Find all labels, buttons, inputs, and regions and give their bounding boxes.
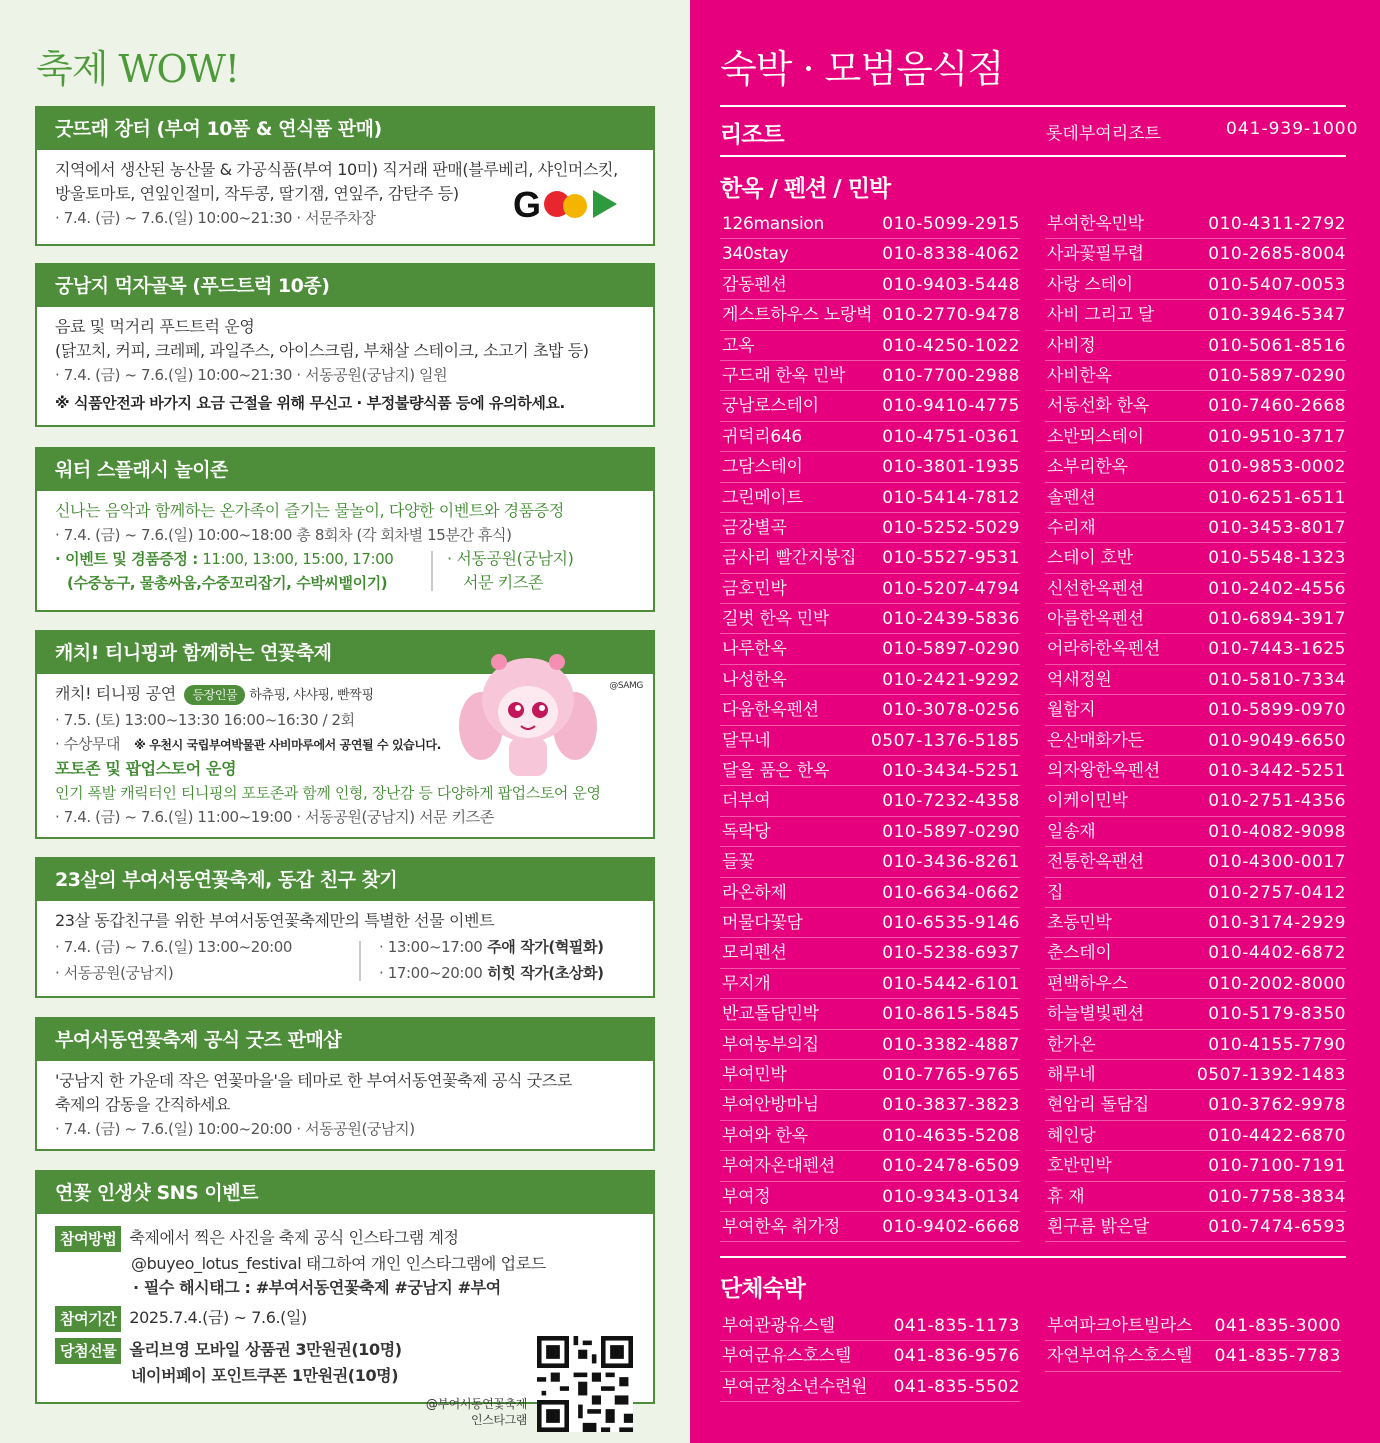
- place-line: · 서동공원(궁남지): [447, 549, 574, 568]
- listing-name: 편백하우스: [1047, 973, 1128, 994]
- listing-name: 솔펜션: [1047, 487, 1096, 508]
- listing-name: 해무네: [1047, 1064, 1096, 1085]
- listing-row: [1045, 483, 1346, 513]
- listing-name: 수리재: [1047, 517, 1096, 538]
- listing-row: [720, 1030, 1020, 1060]
- listing-phone[interactable]: 010-5407-0053: [1208, 274, 1346, 295]
- listing-name: 고옥: [722, 335, 755, 356]
- listing-name: 달무네: [722, 730, 771, 751]
- listing-row: [720, 817, 1020, 847]
- resort-name: 롯데부여리조트: [1046, 124, 1161, 144]
- listing-name: 더부여: [722, 791, 771, 812]
- listing-phone[interactable]: 010-2439-5836: [882, 609, 1020, 630]
- listing-name: 부여안방마님: [722, 1095, 819, 1116]
- listing-row: [1045, 239, 1346, 269]
- listing-phone[interactable]: 010-9402-6668: [882, 1216, 1020, 1237]
- listing-name: 그린메이트: [722, 487, 803, 508]
- listing-phone[interactable]: 010-5061-8516: [1208, 335, 1346, 356]
- card-meta: · 7.4. (금) ~ 7.6.(일) 13:00~20:00: [55, 938, 293, 956]
- listing-name: 월함지: [1047, 700, 1096, 721]
- listing-phone[interactable]: 010-6634-0662: [882, 882, 1020, 903]
- resort-phone: 041-939-1000: [1226, 119, 1359, 139]
- photo-desc: 인기 폭발 캐릭터인 티니핑의 포토존과 함께 인형, 장난감 등 다양하게 팝업스토어 운영: [55, 784, 601, 802]
- listing-phone[interactable]: 010-3174-2929: [1208, 912, 1346, 933]
- listing-row: [720, 878, 1020, 908]
- listing-phone[interactable]: 010-7100-7191: [1208, 1156, 1346, 1177]
- listing-name: 부여와 한옥: [722, 1125, 808, 1146]
- listing-phone[interactable]: 010-3801-1935: [882, 457, 1020, 478]
- listing-phone[interactable]: 010-5548-1323: [1208, 548, 1346, 569]
- listing-phone[interactable]: 010-7474-6593: [1208, 1216, 1346, 1237]
- card-line: '궁남지 한 가운데 작은 연꽃마을'을 테마로 한 부여서동연꽃축제 공식 굿즈로: [55, 1071, 572, 1090]
- listing-phone[interactable]: 010-3762-9978: [1208, 1095, 1346, 1116]
- listing-name: 부여한옥민박: [1047, 214, 1144, 234]
- teenieping-mascot-icon: [453, 638, 603, 788]
- listing-row: [720, 574, 1020, 604]
- listing-row: [1045, 695, 1346, 725]
- listing-row: [1045, 817, 1346, 847]
- card-line: 방울토마토, 연잎인절미, 작두콩, 딸기잼, 연잎주, 감탄주 등): [55, 184, 459, 203]
- card-line: 음료 및 먹거리 푸드트럭 운영: [55, 317, 255, 336]
- listing-name: 이케이민박: [1047, 791, 1128, 812]
- place-line: 서문 키즈존: [463, 573, 543, 592]
- listing-phone[interactable]: 010-5414-7812: [882, 487, 1020, 508]
- listing-phone[interactable]: 010-2402-4556: [1208, 578, 1346, 599]
- listing-row: [720, 391, 1020, 421]
- listing-row: [1045, 361, 1346, 391]
- listing-name: 아름한옥펜션: [1047, 609, 1144, 630]
- listing-name: 호반민박: [1047, 1156, 1112, 1177]
- listing-name: 한가온: [1047, 1034, 1096, 1055]
- listing-name: 머물다꽃담: [722, 912, 803, 933]
- listing-row: [720, 1311, 1020, 1341]
- listing-name: 부여파크아트빌라스: [1047, 1316, 1193, 1336]
- card-goods: [35, 1017, 655, 1151]
- listing-name: 소반뫼스테이: [1047, 426, 1144, 447]
- listing-row: [720, 1060, 1020, 1090]
- event-label: · 이벤트 및 경품증정 :: [55, 550, 198, 568]
- listing-phone[interactable]: 010-4250-1022: [882, 335, 1020, 356]
- listing-phone[interactable]: 0507-1392-1483: [1196, 1064, 1346, 1085]
- schedule-time: · 17:00~20:00: [379, 964, 483, 982]
- tag-period: 참여기간: [55, 1306, 121, 1332]
- listing-name: 금호민박: [722, 578, 787, 599]
- listing-row: [1045, 1212, 1346, 1242]
- listing-phone[interactable]: 010-6535-9146: [882, 912, 1020, 933]
- listing-row: [720, 847, 1020, 877]
- listing-row: [1045, 908, 1346, 938]
- listing-row: [1045, 1341, 1341, 1371]
- hanok-list-right: [1045, 209, 1346, 1242]
- listing-phone[interactable]: 010-5897-0290: [1208, 365, 1346, 386]
- listing-row: [720, 665, 1020, 695]
- card-title: 부여서동연꽃축제 공식 굿즈 판매샵: [37, 1019, 653, 1061]
- listing-phone[interactable]: 041-835-5502: [893, 1376, 1020, 1397]
- group-list-right: [1045, 1311, 1341, 1372]
- listing-name: 길벗 한옥 민박: [722, 609, 829, 630]
- card-line: 23살 동갑친구를 위한 부여서동연꽃축제만의 특별한 선물 이벤트: [55, 911, 495, 930]
- listing-phone[interactable]: 010-5527-9531: [882, 548, 1020, 569]
- listing-phone[interactable]: 010-2685-8004: [1208, 244, 1346, 265]
- prize-text: 올리브영 모바일 상품권 3만원권(10명): [129, 1340, 402, 1359]
- listing-row: [1045, 665, 1346, 695]
- cast-names: 하츄핑, 샤샤핑, 빤짝핑: [249, 688, 374, 703]
- listing-row: [1045, 726, 1346, 756]
- listing-phone[interactable]: 010-4311-2792: [1208, 214, 1346, 234]
- listing-name: 서동선화 한옥: [1047, 396, 1149, 417]
- listing-phone[interactable]: 010-3946-5347: [1208, 305, 1346, 326]
- listing-row: [720, 300, 1020, 330]
- schedule-artist: 주애 작가(혁필화): [482, 938, 604, 956]
- listing-row: [720, 513, 1020, 543]
- card-line: (닭꼬치, 커피, 크레페, 과일주스, 아이스크림, 부채살 스테이크, 소고기 초밥 등): [55, 341, 589, 360]
- listing-row: [1045, 209, 1346, 239]
- listing-name: 하늘별빛펜션: [1047, 1004, 1144, 1025]
- listing-phone[interactable]: 010-2751-4356: [1208, 791, 1346, 812]
- listing-row: [1045, 1182, 1346, 1212]
- card-teenieping: [35, 630, 655, 839]
- listing-phone[interactable]: 010-8338-4062: [882, 244, 1020, 265]
- listing-name: 금사리 빨간지붕집: [722, 548, 857, 569]
- listing-name: 반교돌담민박: [722, 1004, 819, 1025]
- listing-row: [720, 786, 1020, 816]
- how-text: @buyeo_lotus_festival 태그하여 개인 인스타그램에 업로드: [131, 1254, 546, 1273]
- card-friend: [35, 857, 655, 998]
- listing-row: [1045, 634, 1346, 664]
- listing-phone[interactable]: 010-8615-5845: [882, 1004, 1020, 1025]
- listing-row: [1045, 574, 1346, 604]
- card-line: 축제의 감동을 간직하세요: [55, 1095, 230, 1114]
- event-times: 11:00, 13:00, 15:00, 17:00: [197, 550, 394, 568]
- card-sns: [35, 1170, 655, 1427]
- card-meta: · 7.4. (금) ~ 7.6.(일) 10:00~21:30 · 서문주차장: [55, 209, 376, 227]
- card-title: 연꽃 인생샷 SNS 이벤트: [37, 1172, 653, 1214]
- insta-label: 인스타그램: [471, 1413, 527, 1427]
- listing-row: [720, 239, 1020, 269]
- listing-phone[interactable]: 041-835-7783: [1214, 1346, 1341, 1367]
- listing-phone[interactable]: 041-836-9576: [893, 1346, 1020, 1367]
- listing-name: 독락당: [722, 821, 771, 842]
- copyright-text: @SAMG: [609, 681, 643, 691]
- listing-name: 126mansion: [722, 214, 824, 234]
- tag-prize: 당첨선물: [55, 1338, 121, 1364]
- listing-phone[interactable]: 0507-1376-5185: [870, 730, 1020, 751]
- listing-name: 궁남로스테이: [722, 396, 819, 417]
- card-meta: · 7.4. (금) ~ 7.6.(일) 11:00~19:00 · 서동공원(궁남지) 서문 키즈존: [55, 808, 494, 826]
- listing-row: [720, 726, 1020, 756]
- listing-name: 은산매화가든: [1047, 730, 1144, 751]
- listing-phone[interactable]: 010-7758-3834: [1208, 1186, 1346, 1207]
- listing-name: 부여한옥 취가정: [722, 1216, 840, 1237]
- listing-phone[interactable]: 010-2770-9478: [882, 305, 1020, 326]
- listing-row: [720, 1121, 1020, 1151]
- listing-name: 사랑 스테이: [1047, 274, 1133, 295]
- listing-phone[interactable]: 010-2757-0412: [1208, 882, 1346, 903]
- listing-name: 나루한옥: [722, 639, 787, 660]
- listing-phone[interactable]: 010-9510-3717: [1208, 426, 1346, 447]
- listing-row: [720, 908, 1020, 938]
- group-list-left: [720, 1311, 1020, 1402]
- listing-phone[interactable]: 010-7443-1625: [1208, 639, 1346, 660]
- listing-name: 전통한옥팬션: [1047, 852, 1144, 873]
- listing-phone[interactable]: 010-7232-4358: [882, 791, 1020, 812]
- listing-name: 소부리한옥: [1047, 457, 1128, 478]
- listing-row: [1045, 756, 1346, 786]
- listing-phone[interactable]: 010-2421-9292: [882, 669, 1020, 690]
- listing-phone[interactable]: 010-7460-2668: [1208, 396, 1346, 417]
- card-title: 굿뜨래 장터 (부여 10품 & 연식품 판매): [37, 108, 653, 150]
- listing-name: 사비한옥: [1047, 365, 1112, 386]
- perf-label: 캐치! 티니핑 공연: [55, 684, 176, 703]
- listing-phone[interactable]: 010-6251-6511: [1208, 487, 1346, 508]
- listing-phone[interactable]: 010-9343-0134: [882, 1186, 1020, 1207]
- prize-text: 네이버페이 포인트쿠폰 1만원권(10명): [131, 1366, 399, 1385]
- listing-name: 춘스테이: [1047, 943, 1112, 964]
- hanok-list-left: [720, 209, 1020, 1242]
- listing-name: 부여농부의집: [722, 1034, 819, 1055]
- good-logo-icon: [513, 184, 623, 224]
- qr-code-icon[interactable]: [537, 1336, 633, 1432]
- listing-phone[interactable]: 010-7700-2988: [882, 365, 1020, 386]
- listing-phone[interactable]: 010-5252-5029: [882, 517, 1020, 538]
- listing-name: 부여군청소년수련원: [722, 1376, 868, 1397]
- listing-phone[interactable]: 010-4635-5208: [882, 1125, 1020, 1146]
- listing-row: [1045, 1311, 1341, 1341]
- listing-row: [720, 1212, 1020, 1242]
- listing-phone[interactable]: 010-5207-4794: [882, 578, 1020, 599]
- listing-name: 어라하한옥펜션: [1047, 639, 1160, 660]
- card-title: 23살의 부여서동연꽃축제, 동갑 친구 찾기: [37, 859, 653, 901]
- listing-phone[interactable]: 010-9403-5448: [882, 274, 1020, 295]
- listing-name: 부여관광유스텔: [722, 1316, 835, 1336]
- lodging-panel: [690, 0, 1380, 1443]
- listing-row: [720, 938, 1020, 968]
- listing-name: 들꽃: [722, 852, 755, 873]
- listing-phone[interactable]: 010-4300-0017: [1208, 852, 1346, 873]
- listing-row: [1045, 1090, 1346, 1120]
- listing-row: [1045, 786, 1346, 816]
- card-note: ※ 식품안전과 바가지 요금 근절을 위해 무신고 · 부정불량식품 등에 유의하세요.: [55, 394, 565, 412]
- listing-row: [1045, 300, 1346, 330]
- card-water: [35, 447, 655, 612]
- lodging-title: 숙박 · 모범음식점: [720, 47, 1004, 91]
- listing-row: [720, 1182, 1020, 1212]
- listing-phone[interactable]: 010-4751-0361: [882, 426, 1020, 447]
- listing-phone[interactable]: 010-3442-5251: [1208, 761, 1346, 782]
- listing-row: [720, 1090, 1020, 1120]
- card-meta: · 7.4. (금) ~ 7.6.(일) 10:00~21:30 · 서동공원(궁남지) 일원: [55, 366, 448, 384]
- listing-row: [720, 1372, 1020, 1402]
- listing-row: [1045, 452, 1346, 482]
- listing-row: [720, 756, 1020, 786]
- listing-phone[interactable]: 010-4082-9098: [1208, 821, 1346, 842]
- card-market: [35, 106, 655, 246]
- listing-name: 귀덕리646: [722, 426, 802, 447]
- listing-phone[interactable]: 041-835-3000: [1214, 1316, 1341, 1336]
- listing-name: 사비 그리고 달: [1047, 305, 1154, 326]
- listing-phone[interactable]: 010-2478-6509: [882, 1156, 1020, 1177]
- listing-row: [720, 543, 1020, 573]
- listing-row: [720, 1151, 1020, 1181]
- listing-name: 금강별곡: [722, 517, 787, 538]
- listing-name: 사과꽃필무렵: [1047, 244, 1144, 265]
- cast-pill: 등장인물: [184, 685, 245, 705]
- listing-name: 그담스테이: [722, 457, 803, 478]
- listing-name: 일송재: [1047, 821, 1096, 842]
- listing-row: [720, 1341, 1020, 1371]
- listing-name: 부여정: [722, 1186, 771, 1207]
- listing-name: 사비정: [1047, 335, 1096, 356]
- listing-phone[interactable]: 010-5897-0290: [882, 639, 1020, 660]
- listing-phone[interactable]: 010-5810-7334: [1208, 669, 1346, 690]
- listing-phone[interactable]: 010-6894-3917: [1208, 609, 1346, 630]
- listing-phone[interactable]: 010-3078-0256: [882, 700, 1020, 721]
- schedule-time: · 13:00~17:00: [379, 938, 483, 956]
- listing-row: [1045, 1151, 1346, 1181]
- listing-row: [720, 452, 1020, 482]
- listing-name: 혜인당: [1047, 1125, 1096, 1146]
- listing-phone[interactable]: 010-5179-8350: [1208, 1004, 1346, 1025]
- card-food: [35, 263, 655, 427]
- listing-row: [1045, 513, 1346, 543]
- listing-name: 초동민박: [1047, 912, 1112, 933]
- listing-name: 현암리 돌담집: [1047, 1095, 1149, 1116]
- listing-name: 자연부여유스호스텔: [1047, 1346, 1193, 1367]
- listing-phone[interactable]: 010-3453-8017: [1208, 517, 1346, 538]
- card-meta: · 7.4. (금) ~ 7.6.(일) 10:00~20:00 · 서동공원(궁남지): [55, 1120, 415, 1138]
- listing-phone[interactable]: 010-4422-6870: [1208, 1125, 1346, 1146]
- hashtag-text: · 필수 해시태그 : #부여서동연꽃축제 #궁남지 #부여: [133, 1278, 501, 1297]
- listing-phone[interactable]: 010-3436-8261: [882, 852, 1020, 873]
- listing-row: [1045, 1121, 1346, 1151]
- listing-name: 부여군유스호스텔: [722, 1346, 851, 1367]
- listing-phone[interactable]: 010-5899-0970: [1208, 700, 1346, 721]
- listing-phone[interactable]: 010-7765-9765: [882, 1064, 1020, 1085]
- listing-phone[interactable]: 010-3382-4887: [882, 1034, 1020, 1055]
- listing-row: [1045, 938, 1346, 968]
- listing-phone[interactable]: 010-4402-6872: [1208, 943, 1346, 964]
- stage-note: ※ 우천시 국립부여박물관 사비마루에서 공연될 수 있습니다.: [134, 738, 441, 752]
- listing-row: [1045, 604, 1346, 634]
- listing-name: 신선한옥펜션: [1047, 578, 1144, 599]
- card-title: 워터 스플래시 놀이존: [37, 449, 653, 491]
- listing-name: 의자왕한옥펜션: [1047, 761, 1160, 782]
- listing-phone[interactable]: 010-5442-6101: [882, 973, 1020, 994]
- listing-row: [1045, 543, 1346, 573]
- listing-name: 흰구름 밝은달: [1047, 1216, 1149, 1237]
- card-line: 지역에서 생산된 농산물 & 가공식품(부여 10미) 직거래 판매(블루베리, 샤인머스킷,: [55, 160, 618, 179]
- listing-row: [720, 695, 1020, 725]
- listing-name: 억새정원: [1047, 669, 1112, 690]
- section-hanok: 한옥 / 펜션 / 민박: [720, 176, 891, 202]
- how-text: 축제에서 찍은 사진을 축제 공식 인스타그램 계정: [129, 1228, 459, 1247]
- listing-name: 다움한옥펜션: [722, 700, 819, 721]
- card-title: 캐치! 티니핑과 함께하는 연꽃축제: [37, 632, 653, 674]
- card-meta: · 서동공원(궁남지): [55, 964, 174, 982]
- card-meta: · 7.4. (금) ~ 7.6.(일) 10:00~18:00 총 8회차 (각 회차별 15분간 휴식): [55, 526, 512, 544]
- section-resort: 리조트: [720, 122, 784, 148]
- listing-row: [720, 209, 1020, 239]
- listing-name: 구드래 한옥 민박: [722, 365, 846, 386]
- listing-row: [1045, 847, 1346, 877]
- listing-phone[interactable]: 010-5099-2915: [882, 214, 1020, 234]
- tag-how: 참여방법: [55, 1226, 121, 1252]
- listing-name: 부여민박: [722, 1064, 787, 1085]
- listing-row: [720, 604, 1020, 634]
- listing-row: [1045, 1030, 1346, 1060]
- listing-row: [1045, 331, 1346, 361]
- listing-row: [720, 361, 1020, 391]
- listing-phone[interactable]: 010-3837-3823: [882, 1095, 1020, 1116]
- listing-name: 무지개: [722, 973, 771, 994]
- listing-row: [1045, 1060, 1346, 1090]
- section-group: 단체숙박: [720, 1276, 805, 1302]
- listing-name: 340stay: [722, 244, 789, 265]
- listing-name: 모리펜션: [722, 943, 787, 964]
- event-items: (수중농구, 물총싸움,수중꼬리잡기, 수박씨뱉이기): [67, 574, 388, 592]
- listing-row: [1045, 969, 1346, 999]
- listing-phone[interactable]: 041-835-1173: [893, 1316, 1020, 1336]
- insta-handle: @부여서동연꽃축제: [425, 1397, 527, 1411]
- listing-phone[interactable]: 010-9049-6650: [1208, 730, 1346, 751]
- listing-row: [720, 270, 1020, 300]
- listing-row: [1045, 422, 1346, 452]
- stage-text: · 수상무대: [55, 735, 121, 753]
- svg-text:G: G: [513, 184, 541, 224]
- listing-row: [1045, 270, 1346, 300]
- listing-name: 휴 재: [1047, 1186, 1085, 1207]
- card-line: 신나는 음악과 함께하는 온가족이 즐기는 물놀이, 다양한 이벤트와 경품증정: [55, 501, 564, 520]
- period-text: 2025.7.4.(금) ~ 7.6.(일): [129, 1308, 307, 1327]
- card-title: 궁남지 먹자골목 (푸드트럭 10종): [37, 265, 653, 307]
- listing-row: [720, 483, 1020, 513]
- listing-row: [1045, 878, 1346, 908]
- listing-row: [720, 422, 1020, 452]
- listing-phone[interactable]: 010-9853-0002: [1208, 457, 1346, 478]
- listing-row: [720, 634, 1020, 664]
- listing-row: [1045, 999, 1346, 1029]
- photo-title: 포토존 및 팝업스토어 운영: [55, 759, 237, 778]
- listing-row: [720, 969, 1020, 999]
- listing-row: [1045, 391, 1346, 421]
- listing-phone[interactable]: 010-5897-0290: [882, 821, 1020, 842]
- listing-phone[interactable]: 010-2002-8000: [1208, 973, 1346, 994]
- listing-phone[interactable]: 010-9410-4775: [882, 396, 1020, 417]
- listing-phone[interactable]: 010-3434-5251: [882, 761, 1020, 782]
- card-meta: · 7.5. (토) 13:00~13:30 16:00~16:30 / 2회: [55, 711, 355, 729]
- listing-row: [720, 331, 1020, 361]
- schedule-artist: 히힛 작가(초상화): [482, 964, 604, 982]
- listing-name: 라온하제: [722, 882, 787, 903]
- listing-name: 감동펜션: [722, 274, 787, 295]
- listing-name: 집: [1047, 882, 1064, 903]
- listing-name: 달을 품은 한옥: [722, 761, 829, 782]
- listing-name: 스테이 호반: [1047, 548, 1133, 569]
- festival-title: 축제 WOW!: [36, 47, 240, 91]
- listing-phone[interactable]: 010-4155-7790: [1208, 1034, 1346, 1055]
- listing-name: 게스트하우스 노랑벽: [722, 305, 873, 326]
- listing-name: 부여자온대펜션: [722, 1156, 835, 1177]
- listing-phone[interactable]: 010-5238-6937: [882, 943, 1020, 964]
- listing-row: [720, 999, 1020, 1029]
- listing-name: 나성한옥: [722, 669, 787, 690]
